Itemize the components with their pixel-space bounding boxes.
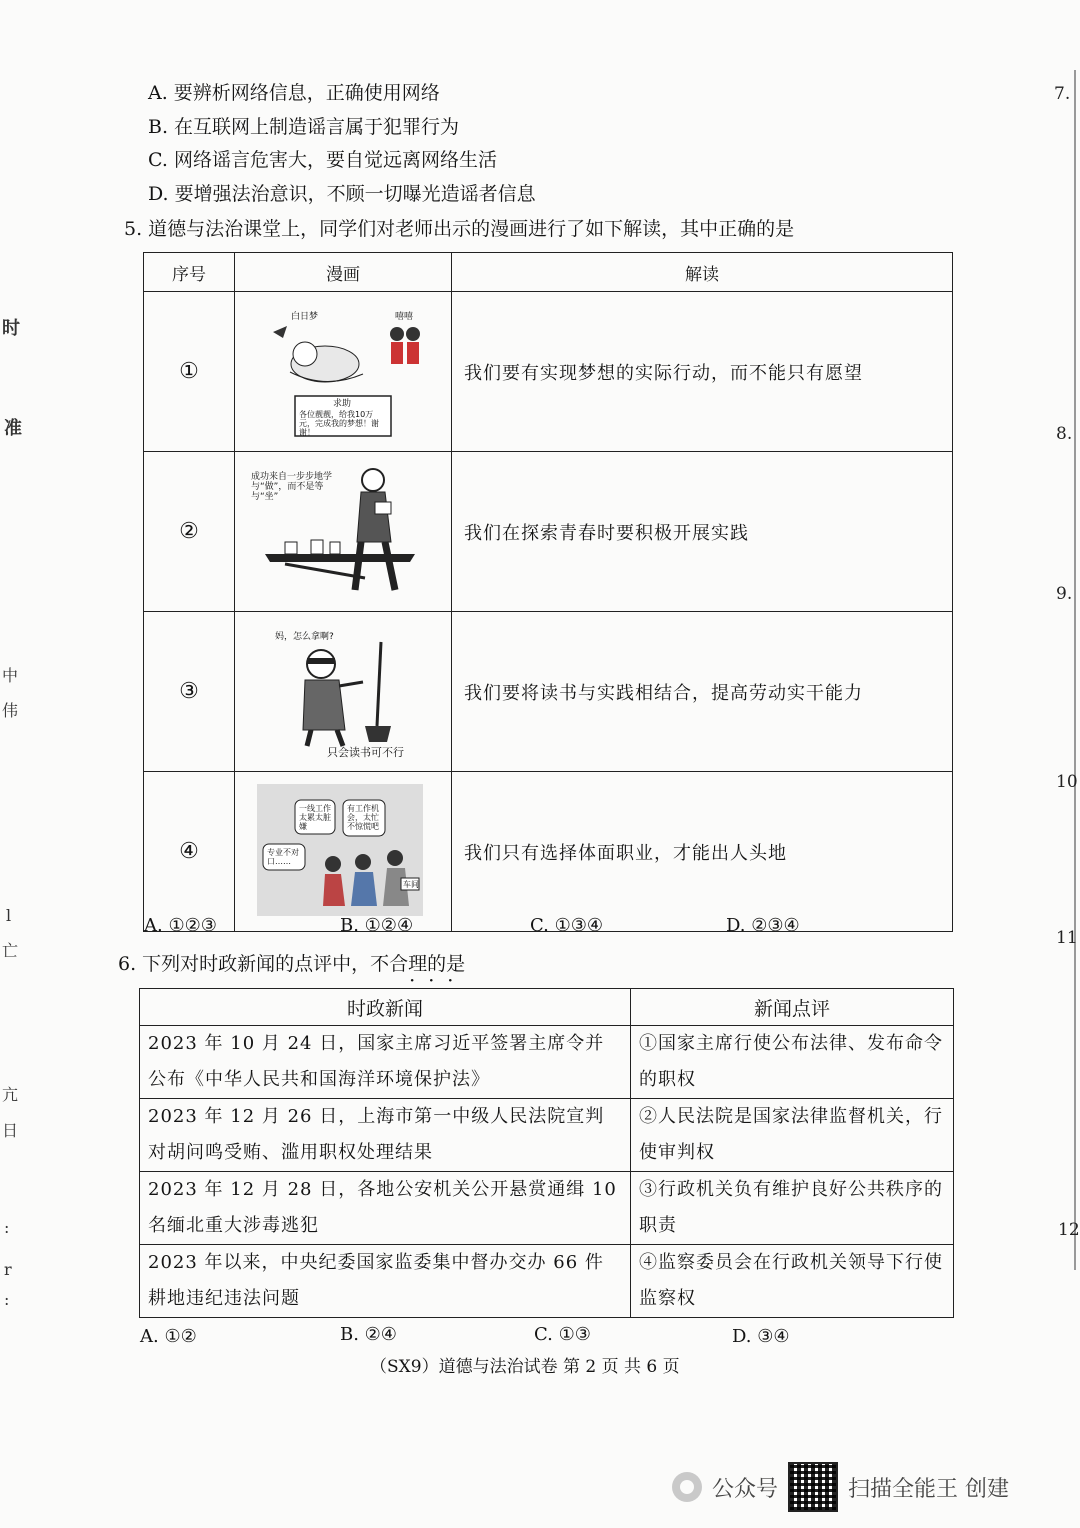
q6-option-b: B. ②④ (340, 1324, 397, 1345)
table-row (144, 452, 953, 612)
cartoon-study-practice (245, 462, 441, 602)
comment-text: ③行政机关负有维护良好公共秩序的职责 (631, 1172, 954, 1245)
cartoon-job-choice (245, 782, 441, 922)
wechat-logo-icon (672, 1472, 702, 1502)
emphasis-dots: · · · (409, 968, 454, 992)
col-header-comment: 新闻点评 (631, 989, 954, 1026)
q5-option-b: B. ①②④ (340, 915, 414, 936)
comment-text: ②人民法院是国家法律监督机关，行使审判权 (631, 1099, 954, 1172)
news-text: 2023 年 10 月 24 日，国家主席习近平签署主席令并公布《中华人民共和国海洋环境保护法》 (140, 1026, 631, 1099)
col-header-reading: 解读 (452, 253, 953, 292)
scanner-watermark (672, 1462, 1009, 1512)
qr-code-icon (788, 1462, 838, 1512)
next-page-question-number: 12 (1058, 1220, 1080, 1240)
cartoon-broom-drawing (245, 622, 441, 762)
reading-text: 我们在探索青春时要积极开展实践 (452, 452, 953, 612)
table-header-row (140, 989, 954, 1026)
q6-option-d: D. ③④ (732, 1326, 790, 1347)
table-row (140, 1026, 954, 1099)
row-number: ④ (144, 772, 235, 932)
cartoon-cell (235, 452, 452, 612)
caption: 专业不对口…… (267, 847, 299, 866)
margin-fragment: : (4, 1218, 10, 1237)
news-text: 2023 年以来，中央纪委国家监委集中督办交办 66 件耕地违纪违法问题 (140, 1245, 631, 1318)
caption: 只会读书可不行 (327, 745, 404, 759)
next-page-question-number: 8. (1056, 424, 1073, 444)
page-edge-line (1074, 70, 1076, 1270)
caption: 有工作机会，太忙不惊慌吧 (347, 803, 379, 831)
caption: 车间 (403, 879, 419, 889)
caption: 求助 (333, 398, 352, 409)
comment-text: ①国家主席行使公布法律、发布命令的职权 (631, 1026, 954, 1099)
margin-fragment: 伟 (2, 701, 19, 720)
q4-option-d: D. 要增强法治意识，不顾一切曝光造谣者信息 (148, 183, 536, 205)
cartoon-cell (235, 772, 452, 932)
cartoon-cell (235, 292, 452, 452)
table-row (140, 1172, 954, 1245)
q5-option-a: A. ①②③ (144, 915, 217, 936)
row-number: ① (144, 292, 235, 452)
caption: 白日梦 (291, 311, 319, 322)
margin-fragment: 亡 (2, 941, 19, 960)
comment-text: ④监察委员会在行政机关领导下行使监察权 (631, 1245, 954, 1318)
margin-fragment: : (4, 1290, 10, 1309)
q6-table (139, 988, 954, 1318)
next-page-question-number: 7. (1054, 84, 1071, 104)
cartoon-broom (245, 622, 441, 762)
news-text: 2023 年 12 月 26 日，上海市第一中级人民法院宣判对胡问鸣受贿、滥用职权处理结果 (140, 1099, 631, 1172)
next-page-question-number: 10 (1056, 772, 1078, 792)
margin-fragment: r (4, 1260, 12, 1279)
caption: 各位靓靓，给我10万元，完成我的梦想！谢谢！ (299, 409, 379, 437)
table-row (144, 292, 953, 452)
q5-option-d: D. ②③④ (726, 915, 800, 936)
margin-fragment: 中 (2, 666, 19, 685)
q6-option-a: A. ①② (140, 1326, 197, 1347)
row-number: ③ (144, 612, 235, 772)
caption: 妈，怎么拿啊? (275, 631, 334, 642)
q5-option-c: C. ①③④ (530, 915, 603, 936)
margin-fragment: 日 (2, 1121, 19, 1140)
caption: 嘻嘻 (395, 311, 414, 322)
margin-fragment: l (6, 906, 12, 925)
q6-option-c: C. ①③ (534, 1324, 591, 1345)
news-text: 2023 年 12 月 28 日，各地公安机关公开悬赏通缉 10 名缅北重大涉毒逃犯 (140, 1172, 631, 1245)
table-row (144, 772, 953, 932)
q4-option-a: A. 要辨析网络信息，正确使用网络 (148, 82, 440, 104)
q5-table (143, 252, 953, 932)
col-header-cartoon: 漫画 (235, 253, 452, 292)
q5-stem: 5. 道德与法治课堂上，同学们对老师出示的漫画进行了如下解读，其中正确的是 (124, 218, 795, 240)
table-row (144, 612, 953, 772)
cartoon-daydream (245, 302, 441, 442)
reading-text: 我们要将读书与实践相结合，提高劳动实干能力 (452, 612, 953, 772)
col-header-number: 序号 (144, 253, 235, 292)
margin-fragment: 时 (2, 318, 20, 339)
margin-fragment: 亢 (2, 1085, 19, 1104)
row-number: ② (144, 452, 235, 612)
reading-text: 我们只有选择体面职业，才能出人头地 (452, 772, 953, 932)
q4-option-b: B. 在互联网上制造谣言属于犯罪行为 (148, 116, 460, 138)
table-header-row (144, 253, 953, 292)
watermark-account: 公众号 (712, 1476, 779, 1502)
page-footer: （SX9）道德与法治试卷 第 2 页 共 6 页 (370, 1357, 680, 1377)
reading-text: 我们要有实现梦想的实际行动，而不能只有愿望 (452, 292, 953, 452)
col-header-news: 时政新闻 (140, 989, 631, 1026)
caption: 成功来自一步步地学与“做”，而不是等与“坐” (251, 471, 333, 502)
q4-option-c: C. 网络谣言危害大，要自觉远离网络生活 (148, 149, 497, 171)
cartoon-cell (235, 612, 452, 772)
next-page-question-number: 9. (1056, 584, 1073, 604)
next-page-question-number: 11 (1056, 928, 1078, 948)
q6-stem: 6. 下列对时政新闻的点评中，不合理的是 (118, 953, 466, 975)
table-row (140, 1099, 954, 1172)
watermark-text: 扫描全能王 创建 (848, 1476, 1010, 1502)
table-row (140, 1245, 954, 1318)
margin-fragment: 准 (4, 418, 22, 439)
caption: 一线工作太累太脏嫌 (299, 803, 331, 831)
